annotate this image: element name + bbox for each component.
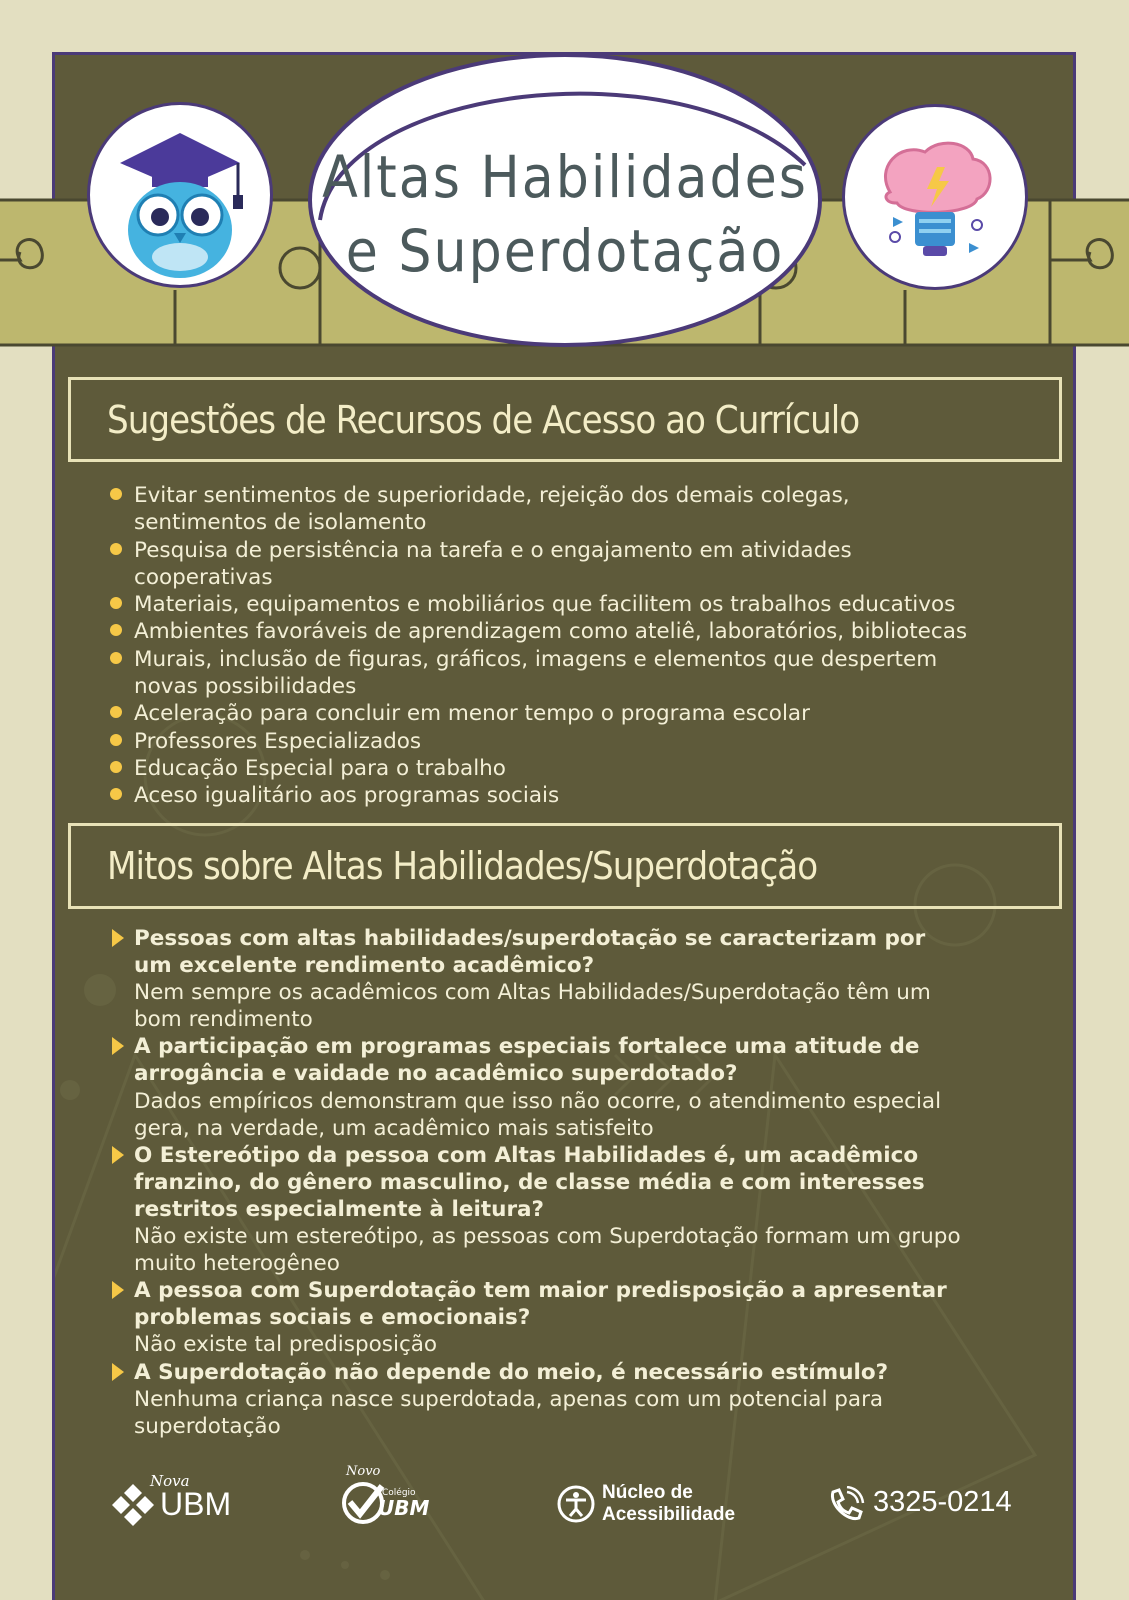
bullet-dot-icon <box>110 761 122 773</box>
phone-contact <box>825 1484 1025 1528</box>
myth-item <box>110 1277 1050 1358</box>
myth-answer: bom rendimento <box>134 1007 313 1033</box>
myth-answer: Não existe um estereótipo, as pessoas com Superdotação formam um grupo <box>134 1224 961 1250</box>
myth-item <box>110 1033 1050 1141</box>
triangle-bullet-icon <box>112 1146 124 1164</box>
myth-item <box>110 1359 1050 1440</box>
myth-question: restritos especialmente à leitura? <box>134 1196 545 1222</box>
list-item: Materiais, equipamentos e mobiliários que facilitem os trabalhos educativos <box>110 591 1040 618</box>
list-item: Aceso igualitário aos programas sociais <box>110 782 1040 809</box>
myth-answer: Não existe tal predisposição <box>134 1332 438 1358</box>
myth-answer: Nem sempre os acadêmicos com Altas Habilidades/Superdotação têm um <box>134 980 931 1006</box>
ubm-small-label: Nova <box>150 1472 190 1490</box>
section-recursos-title: Sugestões de Recursos de Acesso ao Currículo <box>107 398 860 442</box>
mitos-list <box>110 925 1050 1440</box>
myth-question: problemas sociais e emocionais? <box>134 1305 531 1331</box>
myth-answer: Nenhuma criança nasce superdotada, apenas com um potencial para <box>134 1386 884 1412</box>
myth-answer: superdotação <box>134 1413 281 1439</box>
page-title <box>300 140 830 288</box>
myth-question: A participação em programas especiais fortalece uma atitude de <box>134 1034 920 1060</box>
section-recursos-header <box>68 377 1062 462</box>
colegio-word: Colégio <box>382 1488 416 1498</box>
myth-answer: gera, na verdade, um acadêmico mais satisfeito <box>134 1115 654 1141</box>
colegio-name: UBM <box>378 1496 430 1520</box>
nucleo-label: Núcleo de Acessibilidade <box>602 1482 736 1525</box>
list-item: Professores Especializados <box>110 728 1040 755</box>
bullet-dot-icon <box>110 652 122 664</box>
colegio-ubm-logo <box>340 1464 450 1530</box>
section-mitos-title: Mitos sobre Altas Habilidades/Superdotação <box>107 844 818 888</box>
bullet-dot-icon <box>110 788 122 800</box>
section-mitos-header <box>68 823 1062 909</box>
myth-answer: Dados empíricos demonstram que isso não ocorre, o atendimento especial <box>134 1088 942 1114</box>
myth-item <box>110 925 1050 1033</box>
bullet-dot-icon <box>110 706 122 718</box>
phone-icon <box>825 1486 865 1526</box>
colegio-small-label: Novo <box>346 1464 381 1479</box>
phone-number: 3325-0214 <box>873 1486 1012 1518</box>
myth-question: A pessoa com Superdotação tem maior predisposição a apresentar <box>134 1278 947 1304</box>
nucleo-acessibilidade <box>556 1480 756 1530</box>
bullet-dot-icon <box>110 624 122 636</box>
myth-answer: muito heterogêneo <box>134 1251 340 1277</box>
list-item: Educação Especial para o trabalho <box>110 755 1040 782</box>
myth-question: O Estereótipo da pessoa com Altas Habilidades é, um acadêmico <box>134 1142 919 1168</box>
ubm-name: UBM <box>160 1486 232 1522</box>
myth-question: franzino, do gênero masculino, de classe média e com interesses <box>134 1169 925 1195</box>
title-line-1: Altas Habilidades <box>322 143 808 211</box>
title-line-2: e Superdotação <box>345 217 785 285</box>
bullet-dot-icon <box>110 488 122 500</box>
list-item: Ambientes favoráveis de aprendizagem como ateliê, laboratórios, bibliotecas <box>110 618 1040 645</box>
myth-question: Pessoas com altas habilidades/superdotação se caracterizam por <box>134 926 926 951</box>
bullet-dot-icon <box>110 734 122 746</box>
myth-item <box>110 1142 1050 1277</box>
myth-question: A Superdotação não depende do meio, é necessário estímulo? <box>134 1359 889 1385</box>
bullet-dot-icon <box>110 597 122 609</box>
recursos-list <box>110 482 1040 810</box>
myth-question: arrogância e vaidade no acadêmico superdotado? <box>134 1061 738 1087</box>
list-item: Aceleração para concluir em menor tempo o programa escolar <box>110 700 1040 727</box>
ubm-logo <box>110 1472 240 1528</box>
list-item: Evitar sentimentos de superioridade, rejeição dos demais colegas, sentimentos de isolamento <box>110 482 1040 537</box>
owl-graduation-icon <box>87 102 273 288</box>
bullet-dot-icon <box>110 543 122 555</box>
list-item: Murais, inclusão de figuras, gráficos, imagens e elementos que despertem novas possibilidades <box>110 646 1040 701</box>
triangle-bullet-icon <box>112 1037 124 1055</box>
triangle-bullet-icon <box>112 1363 124 1381</box>
triangle-bullet-icon <box>112 1281 124 1299</box>
accessibility-icon <box>556 1484 596 1524</box>
brain-lightbulb-icon <box>842 104 1028 290</box>
triangle-bullet-icon <box>112 929 124 947</box>
myth-question: um excelente rendimento acadêmico? <box>134 953 595 979</box>
list-item: Pesquisa de persistência na tarefa e o engajamento em atividades cooperativas <box>110 537 1040 592</box>
